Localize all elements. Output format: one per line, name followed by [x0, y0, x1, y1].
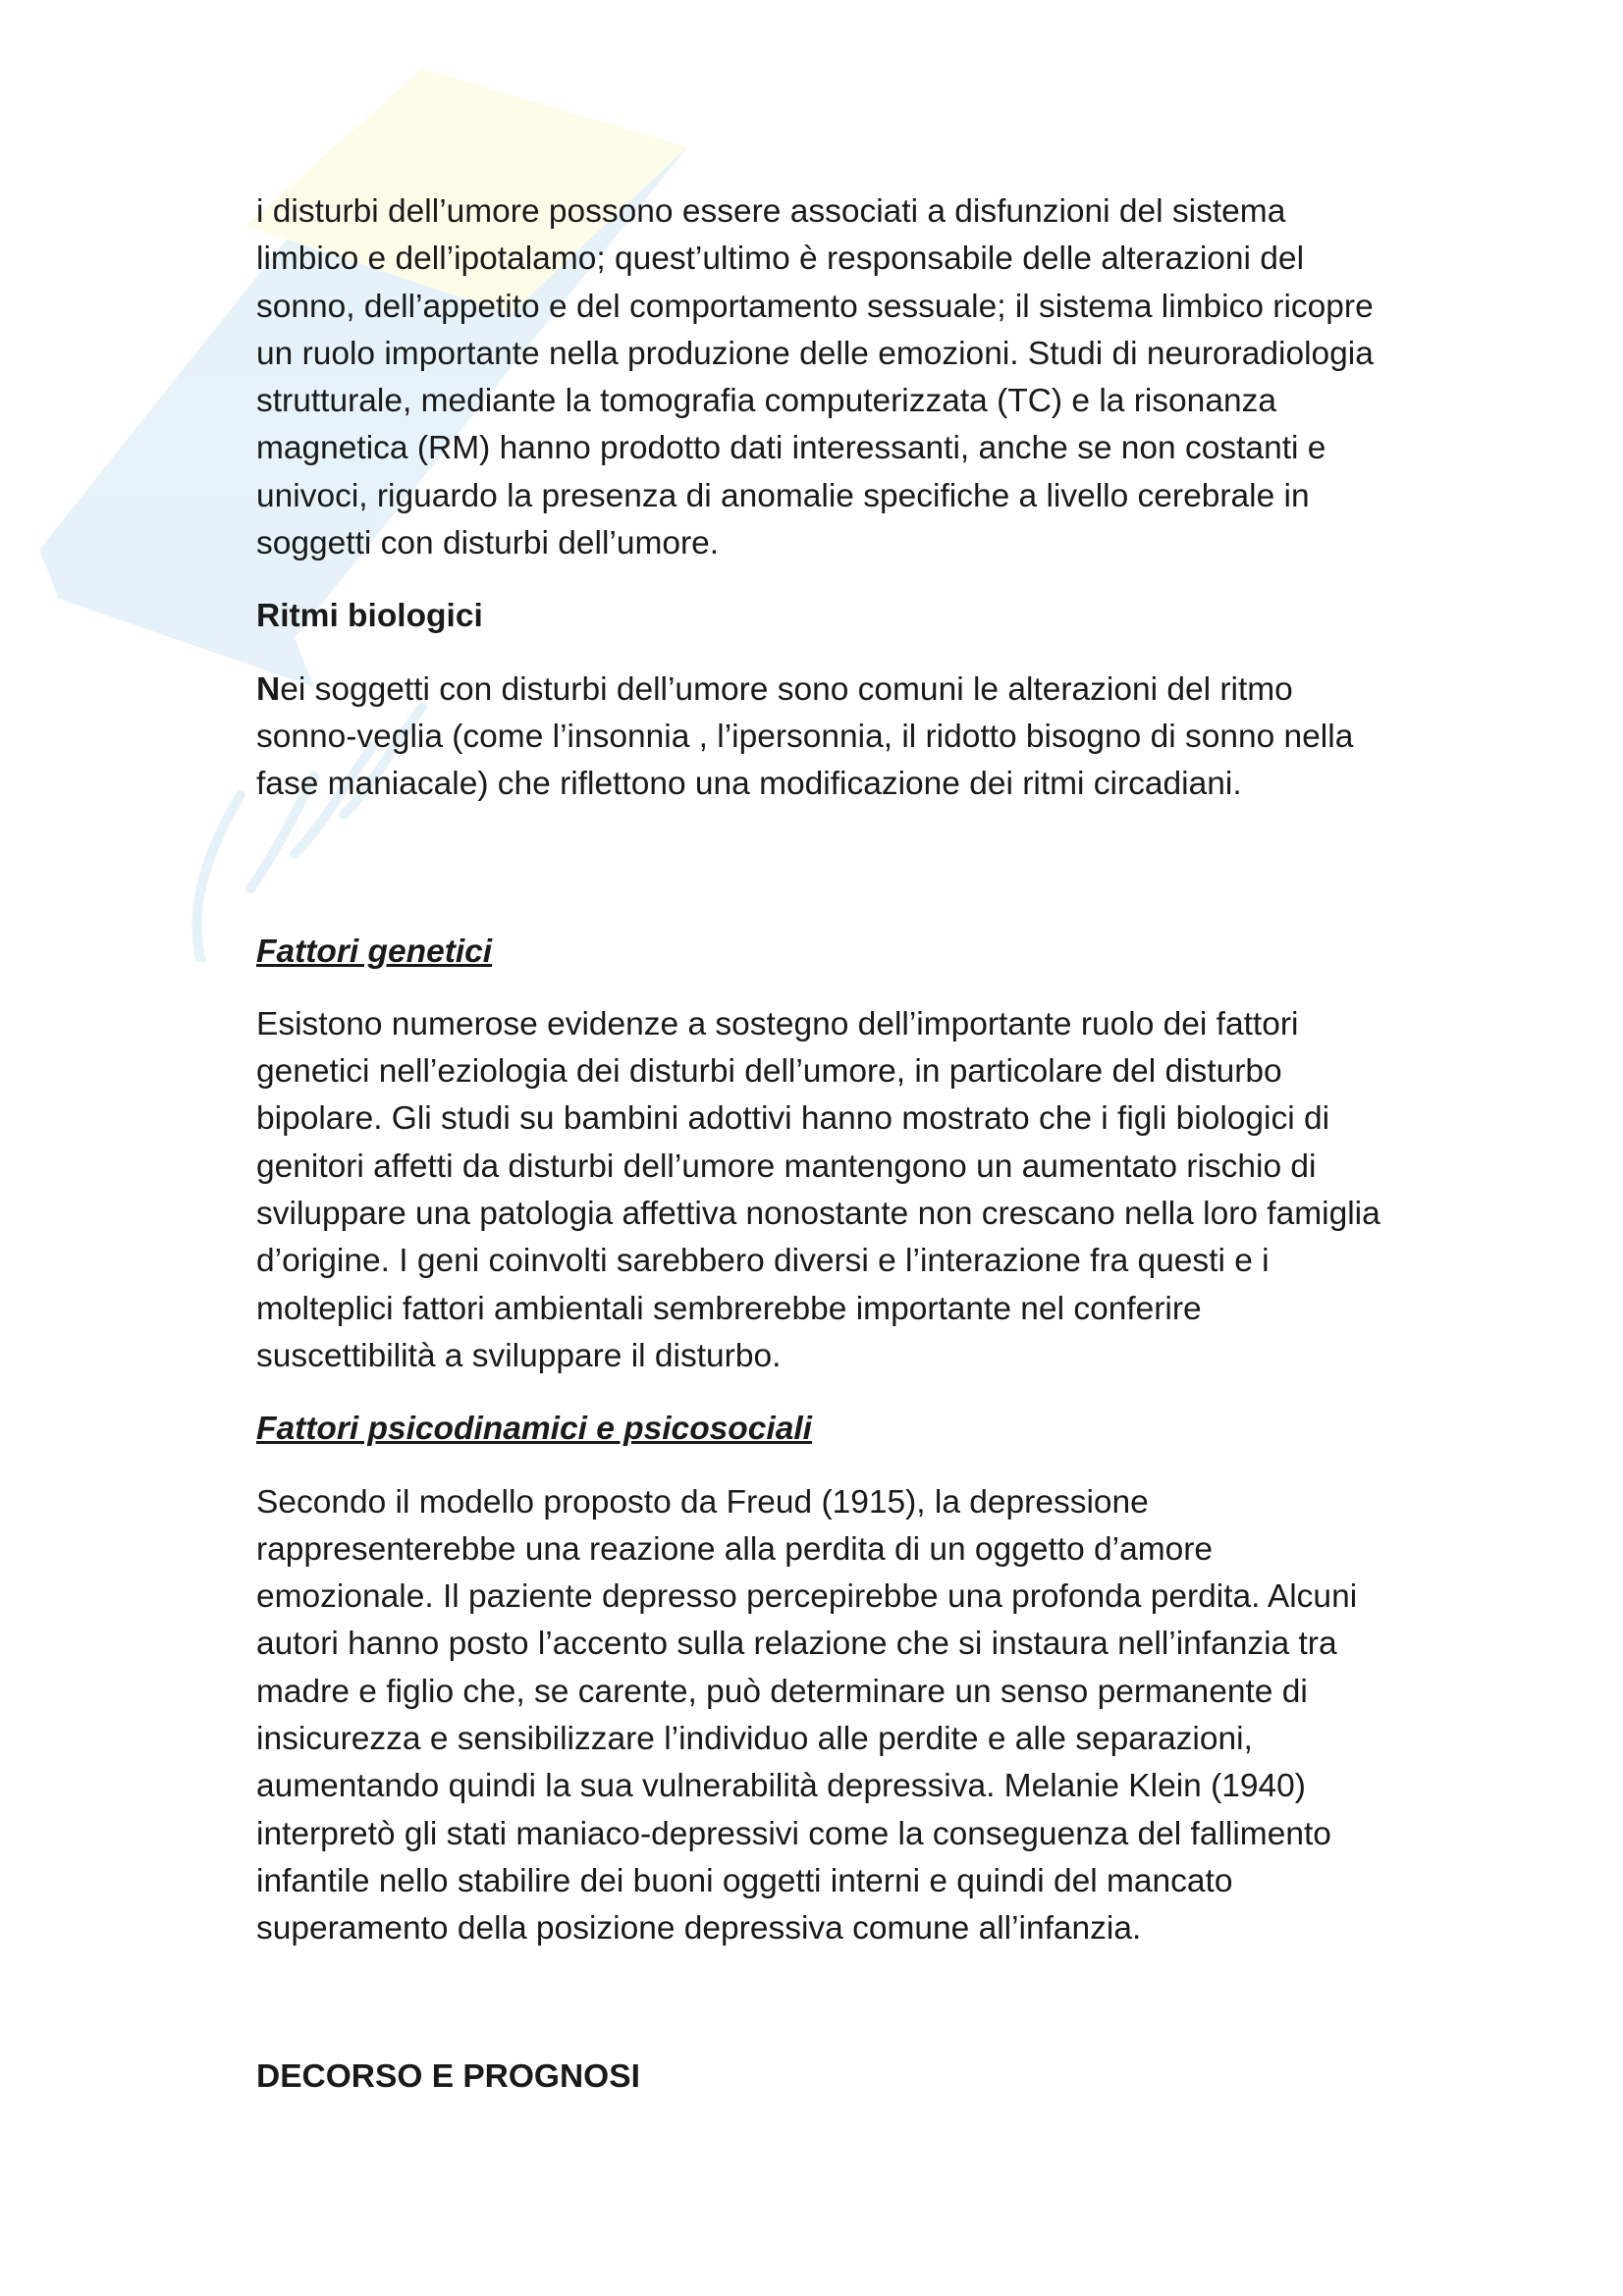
heading-fattori-genetici: Fattori genetici [256, 933, 493, 970]
heading-decorso-prognosi: DECORSO E PROGNOSI [256, 2057, 640, 2095]
heading-fattori-psicodinamici: Fattori psicodinamici e psicosociali [256, 1411, 812, 1448]
paragraph-ritmi [256, 667, 1484, 809]
paragraph-neurobiology: i disturbi dell’umore possono essere associati a disfunzioni del sistema limbico e dell’ipotalamo; quest’ultimo è responsabile delle alterazioni del sonno, dell’appetito e del comportamento sessuale; il sistema limbico ricopre un ruolo importante nella produzione delle emozioni. Studi di neuroradiologia strutturale, mediante la tomografia computerizzata (TC) e la risonanza magnetica (RM) hanno prodotto dati interessanti, anche se non costanti e univoci, riguardo la presenza di anomalie specifiche a livello cerebrale in soggetti con disturbi dell’umore. [256, 193, 1374, 562]
initial-letter: N [256, 670, 281, 708]
document-page [256, 188, 1484, 2101]
heading-ritmi-biologici: Ritmi biologici [256, 598, 483, 635]
paragraph-psicodinamici: Secondo il modello proposto da Freud (1915), la depressione rappresenterebbe una reazione alla perdita di un oggetto d’amore emozionale. Il paziente depresso percepirebbe una profonda perdita. Alcuni autori hanno posto l’accento sulla relazione che si instaura nell’infanzia tra madre e figlio che, se carente, può determinare un senso permanente di insicurezza e sensibilizzare l’individuo alle perdite e alle separazioni, aumentando quindi la sua vulnerabilità depressiva. Melanie Klein (1940) interpretò gli stati maniaco-depressivi come la conseguenza del fallimento infantile nello stabilire dei buoni oggetti interni e quindi del mancato superamento della posizione depressiva comune all’infanzia. [256, 1483, 1358, 1948]
paragraph-genetici: Esistono numerose evidenze a sostegno dell’importante ruolo dei fattori genetici nell’eziologia dei disturbi dell’umore, in particolare del disturbo bipolare. Gli studi su bambini adottivi hanno mostrato che i figli biologici di genitori affetti da disturbi dell’umore mantengono un aumentato rischio di sviluppare una patologia affettiva nonostante non crescano nella loro famiglia d’origine. I geni coinvolti sarebbero diversi e l’interazione fra questi e i molteplici fattori ambientali sembrerebbe importante nel conferire suscettibilità a sviluppare il disturbo. [256, 1005, 1380, 1374]
paragraph-ritmi-text: ei soggetti con disturbi dell’umore sono comuni le alterazioni del ritmo sonno-veglia (come l’insonnia , l’ipersonnia, il ridotto bisogno di sonno nella fase maniacale) che riflettono una modificazione dei ritmi circadiani. [256, 670, 1354, 803]
